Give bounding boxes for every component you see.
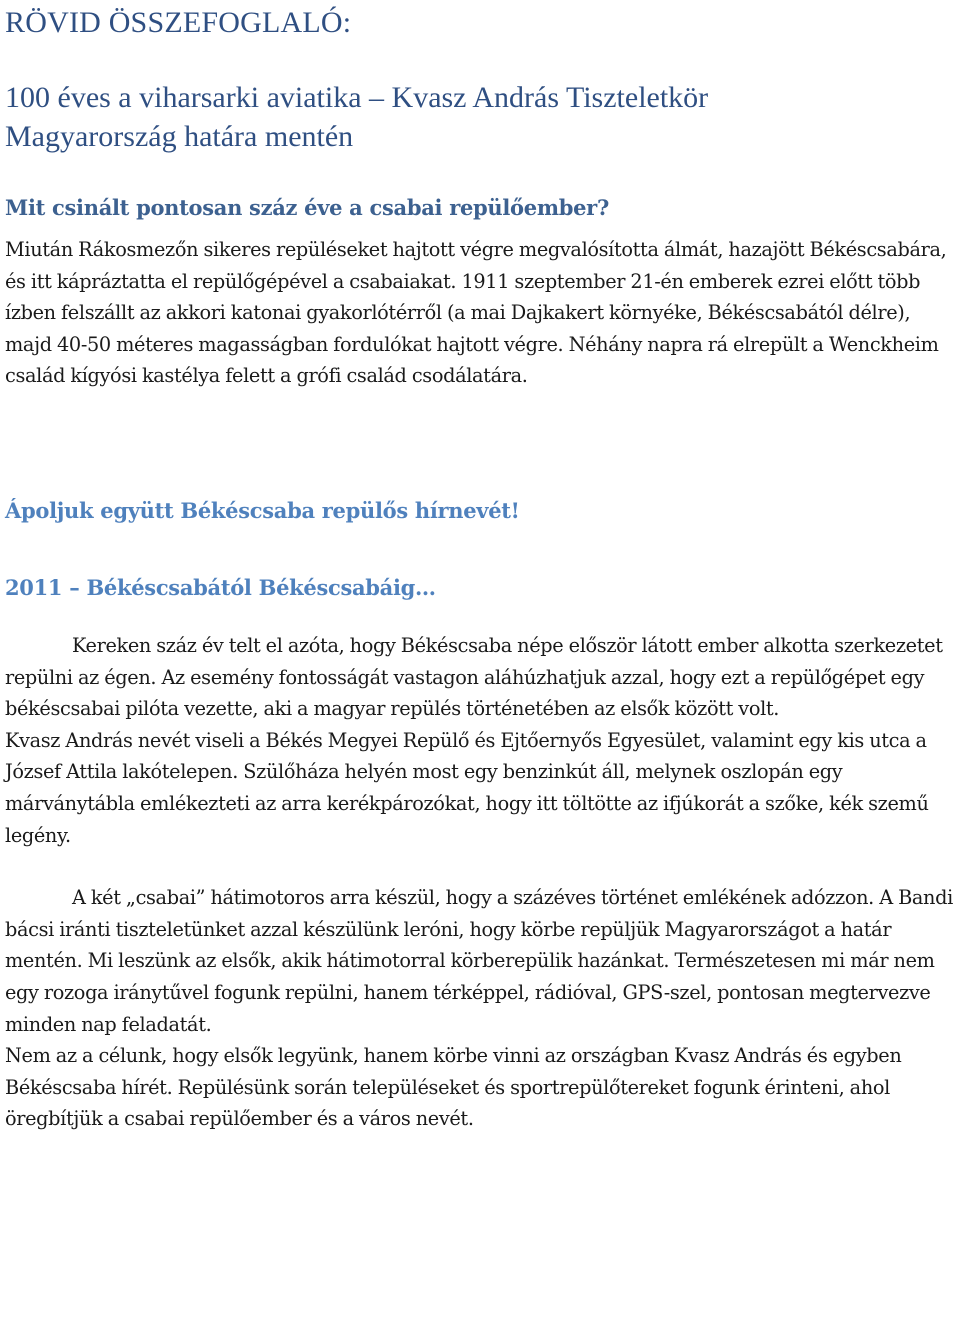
centenary-paragraph: Kereken száz év telt el azóta, hogy Békéscsaba népe először látott ember alkotta szerkezetet repülni az égen. Az esemény fontosságát vastagon aláhúzhatjuk azzal, hogy ezt a repülőgépet egy békéscsabai pilóta vezette, aki a magyar repülés történetében az elsők között volt. xyxy=(5,633,943,721)
subtitle-line-2: Magyarország határa mentén xyxy=(5,120,354,153)
history-paragraph: Miután Rákosmezőn sikeres repüléseket hajtott végre megvalósította álmát, hazajött Békéscsabára, és itt kápráztatta el repülőgépével a csabaiakat. 1911 szeptember 21-én emberek ezrei előtt több ízben felszállt az akkori katonai gyakorlótérről (a mai Dajkakert környéke, Békéscsabától délre), majd 40-50 méteres magasságban fordulókat hajtott végre. Néhány napra rá elrepült a Wenckheim család kígyósi kastélya felett a grófi család csodálatára. xyxy=(5,238,947,388)
document-page xyxy=(5,0,960,1135)
page-title: RÖVID ÖSSZEFOGLALÓ: xyxy=(5,6,352,39)
question-heading: Mit csinált pontosan száz éve a csabai repülőember? xyxy=(5,195,609,220)
subtitle-line-1: 100 éves a viharsarki aviatika – Kvasz András Tiszteletkör xyxy=(5,81,709,114)
slogan-heading: Ápoljuk együtt Békéscsaba repülős hírnevét! xyxy=(5,497,520,523)
page-subtitle xyxy=(5,78,960,156)
plan-paragraph: A két „csabai” hátimotoros arra készül, hogy a százéves történet emlékének adózzon. A Bandi bácsi iránti tiszteletünket azzal készülünk leróni, hogy körbe repüljük Magyarországot a határ mentén. Mi leszünk az elsők, akik hátimotorral körberepülik hazánkat. Természetesen mi már nem egy rozoga iránytűvel fogunk repülni, hanem térképpel, rádióval, GPS-szel, pontosan megtervezve minden nap feladatát. xyxy=(5,886,953,1036)
goal-paragraph: Nem az a célunk, hogy elsők legyünk, hanem körbe vinni az országban Kvasz András és egyben Békéscsaba hírét. Repülésünk során településeket és sportrepülőtereket fogunk érinteni, ahol öregbítjük a csabai repülőember és a város nevét. xyxy=(5,1044,902,1131)
year-heading: 2011 – Békéscsabától Békéscsabáig… xyxy=(5,574,436,600)
memorial-paragraph: Kvasz András nevét viseli a Békés Megyei Repülő és Ejtőernyős Egyesület, valamint egy kis utca a József Attila lakótelepen. Szülőháza helyén most egy benzinkút áll, melynek oszlopán egy márványtábla emlékezteti az arra kerékpározókat, hogy itt töltötte az ifjúkorát a szőke, kék szemű legény. xyxy=(5,728,929,847)
